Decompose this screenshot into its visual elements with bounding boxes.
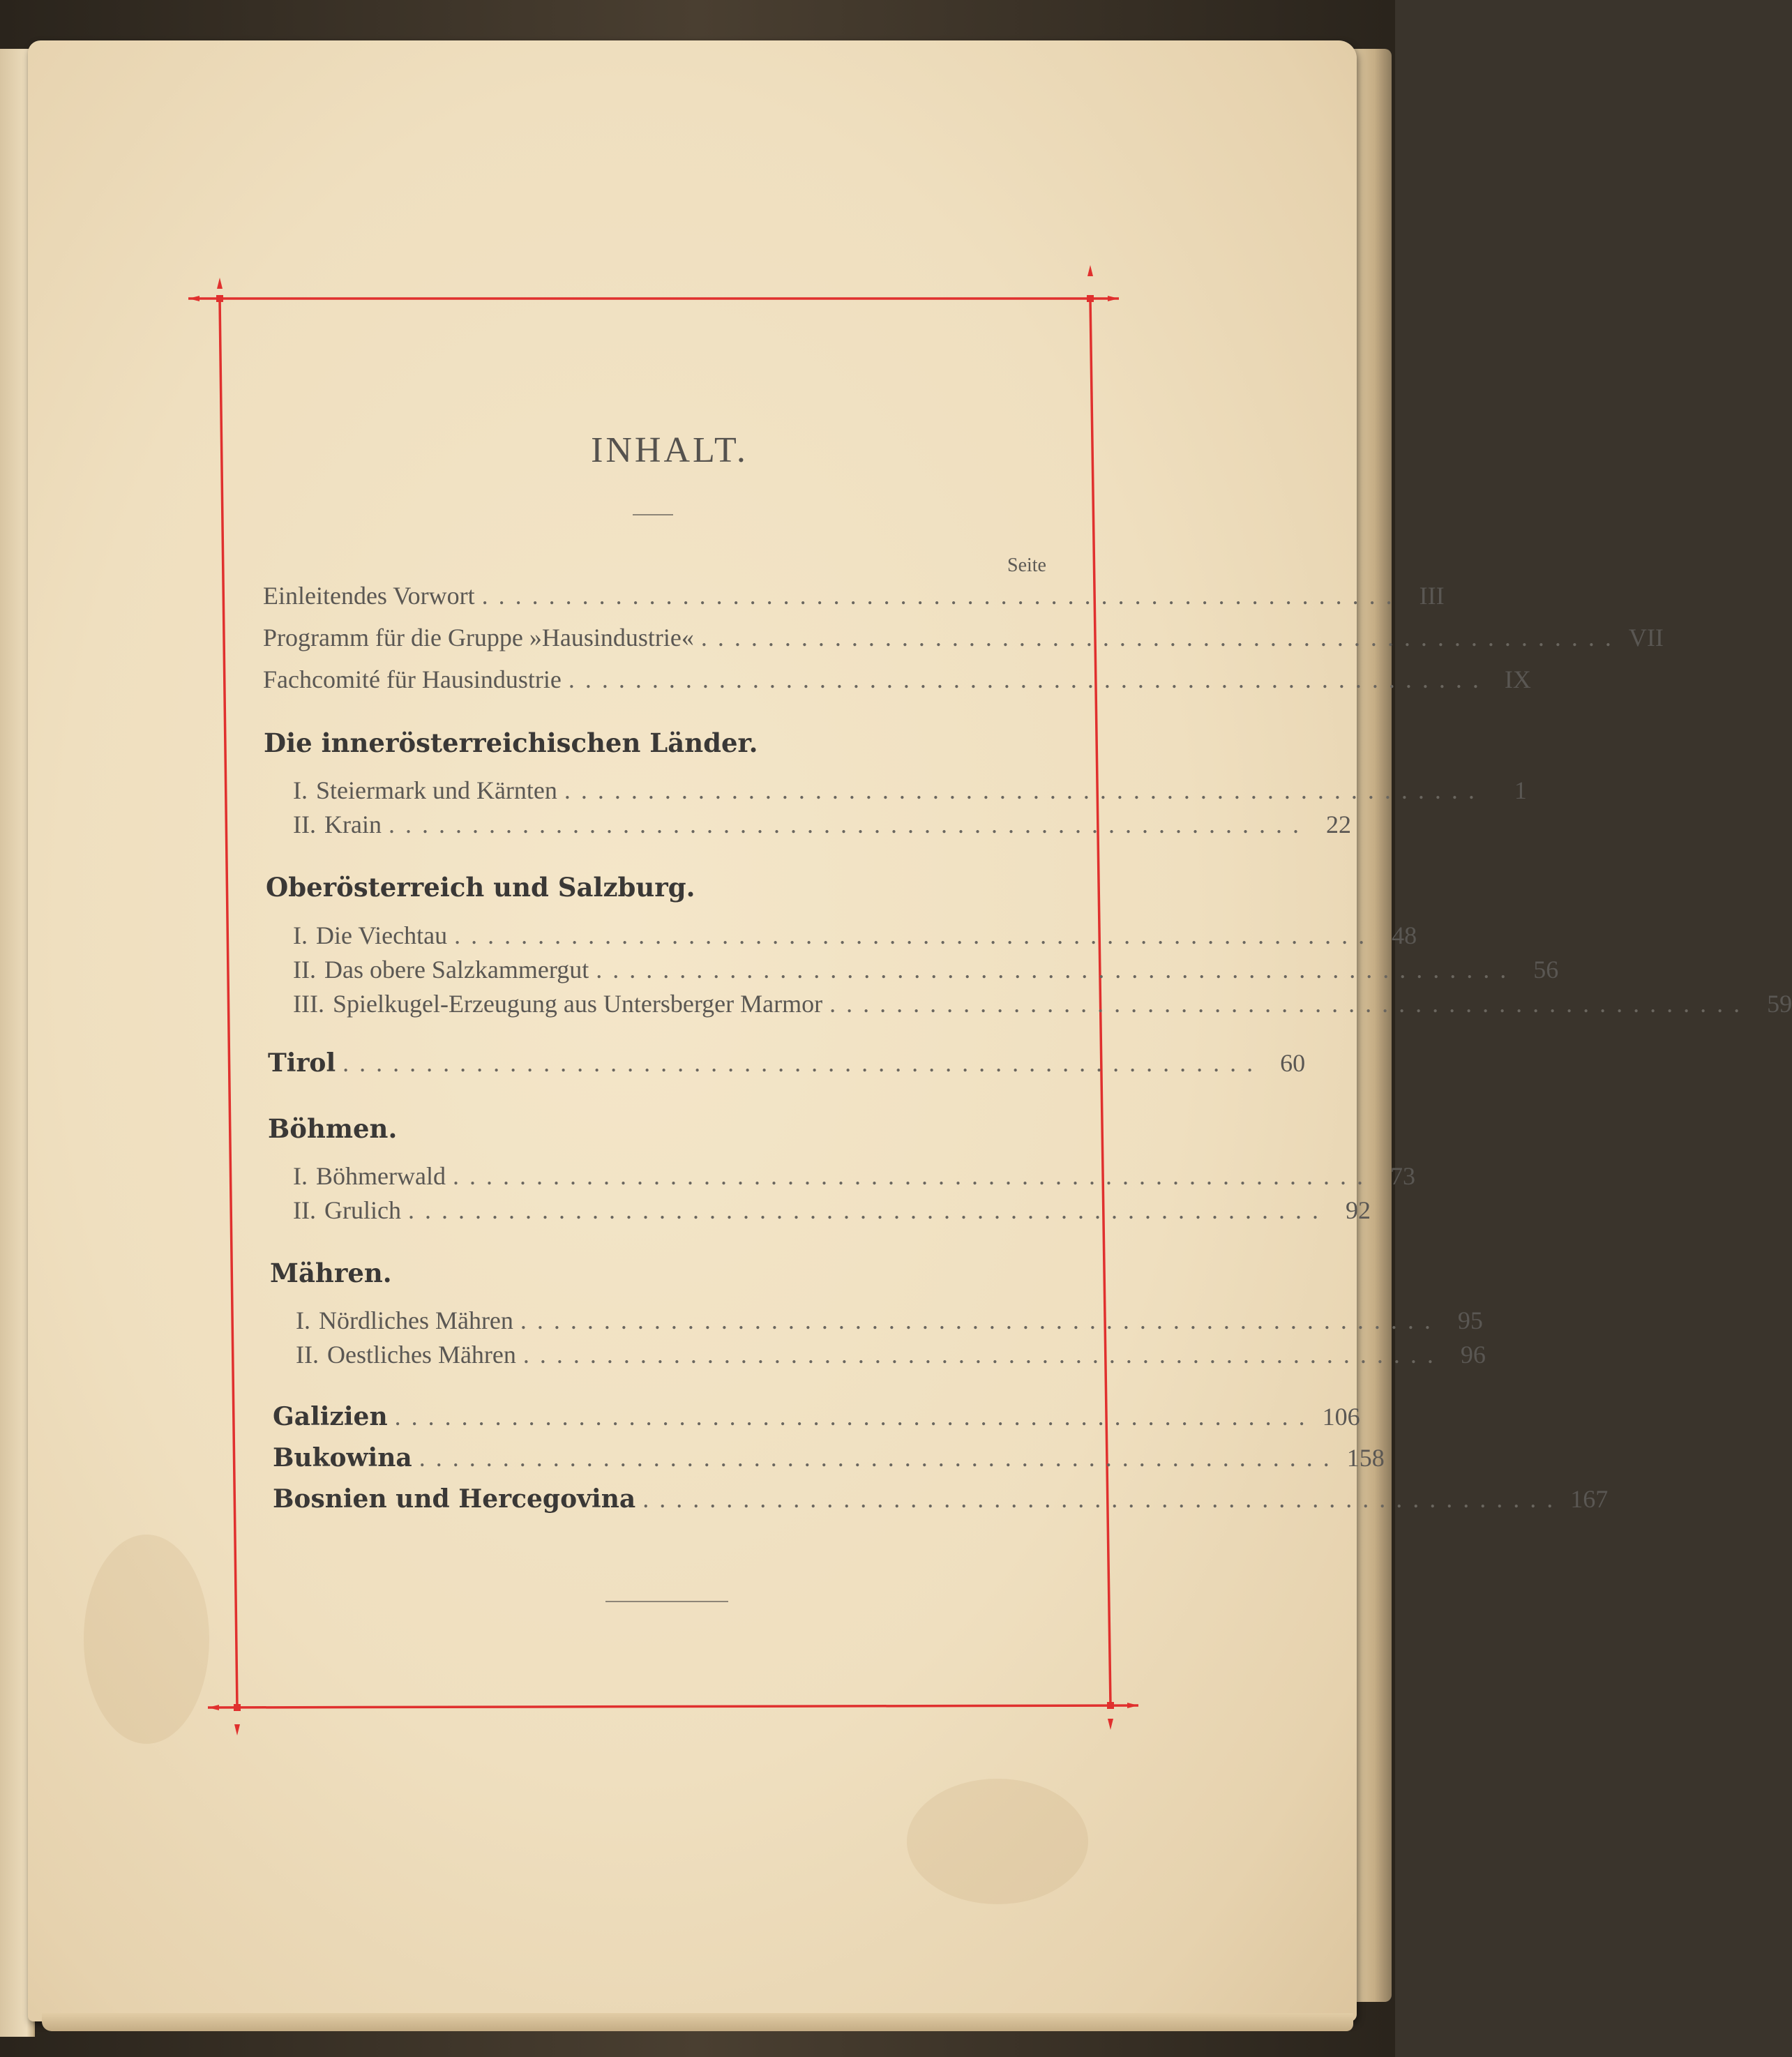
- leader-dots: .......................................................: [829, 990, 1751, 1018]
- entry-page: 106: [1322, 1403, 1360, 1431]
- entry-number: II.: [293, 811, 316, 838]
- toc-entry: [263, 581, 1445, 610]
- entry-page: 56: [1533, 956, 1559, 984]
- toc-entry: [263, 623, 1664, 652]
- entry-page: III: [1419, 582, 1445, 610]
- leader-dots: .......................................................: [564, 776, 1485, 804]
- leader-dots: .......................................................: [452, 1162, 1373, 1190]
- entry-page: 22: [1325, 811, 1351, 838]
- leader-dots: .......................................................: [522, 1341, 1444, 1369]
- toc-entry: [293, 989, 1792, 1018]
- title-divider: [633, 514, 673, 515]
- entry-label: Spielkugel-Erzeugung aus Untersberger Marmor: [332, 990, 823, 1018]
- entry-page: IX: [1504, 665, 1531, 693]
- entry-page: 48: [1392, 921, 1417, 949]
- page-column-header: Seite: [1007, 555, 1046, 576]
- section-heading: Mähren.: [270, 1258, 392, 1288]
- entry-number: II.: [296, 1341, 319, 1369]
- toc-entry: [296, 1340, 1486, 1369]
- leader-dots: .......................................................: [568, 665, 1489, 693]
- entry-label: Böhmerwald: [316, 1162, 446, 1190]
- toc-entry: [293, 1196, 1371, 1225]
- closing-rule: [605, 1601, 728, 1602]
- leader-dots: .......................................................: [642, 1485, 1564, 1513]
- leader-dots: .......................................................: [454, 921, 1376, 949]
- entry-label: Krain: [324, 811, 382, 838]
- entry-page: 73: [1390, 1162, 1415, 1190]
- entry-label: Bukowina: [273, 1443, 412, 1472]
- entry-label: Einleitendes Vorwort: [263, 582, 475, 610]
- entry-page: 158: [1346, 1444, 1385, 1472]
- entry-label: Oestliches Mähren: [326, 1341, 516, 1369]
- entry-label: Das obere Salzkammergut: [324, 956, 589, 984]
- entry-number: I.: [293, 776, 308, 804]
- entry-number: I.: [293, 921, 308, 949]
- toc-entry: [268, 1048, 1306, 1078]
- entry-number: III.: [293, 990, 324, 1018]
- entry-number: I.: [293, 1162, 308, 1190]
- toc-entry: [293, 1161, 1415, 1191]
- entry-label: Fachcomité für Hausindustrie: [263, 665, 562, 693]
- entry-page: 59: [1767, 990, 1792, 1018]
- entry-number: II.: [293, 956, 316, 984]
- entry-label: Tirol: [268, 1048, 336, 1078]
- entry-page: 60: [1280, 1049, 1306, 1077]
- toc-entry: [273, 1402, 1360, 1431]
- entry-page: 92: [1345, 1196, 1371, 1224]
- toc-entry: [293, 921, 1417, 950]
- toc-entry: [296, 1306, 1483, 1335]
- entry-label: Steiermark und Kärnten: [316, 776, 557, 804]
- section-heading: Die innerösterreichischen Länder.: [264, 728, 758, 758]
- entry-number: II.: [293, 1196, 316, 1224]
- leader-dots: .......................................................: [520, 1306, 1441, 1334]
- toc-entry: [273, 1484, 1609, 1514]
- entry-label: Grulich: [324, 1196, 401, 1224]
- toc-entry: [263, 665, 1531, 694]
- toc-entry: [293, 776, 1527, 805]
- entry-label: Galizien: [273, 1402, 388, 1431]
- page-title: INHALT.: [591, 430, 748, 470]
- section-heading: Oberösterreich und Salzburg.: [266, 872, 695, 903]
- leader-dots: .......................................................: [419, 1444, 1340, 1472]
- entry-label: Programm für die Gruppe »Hausindustrie«: [263, 624, 694, 651]
- toc-entry: [273, 1443, 1385, 1472]
- toc-entry: [293, 810, 1351, 839]
- entry-page: 1: [1514, 776, 1527, 804]
- entry-label: Bosnien und Hercegovina: [273, 1484, 636, 1514]
- entry-number: I.: [296, 1306, 310, 1334]
- entry-label: Die Viechtau: [316, 921, 448, 949]
- leader-dots: .......................................................: [388, 811, 1309, 838]
- leader-dots: .......................................................: [596, 956, 1517, 984]
- entry-page: 167: [1570, 1485, 1609, 1513]
- entry-page: 96: [1460, 1341, 1486, 1369]
- section-heading: Böhmen.: [268, 1113, 398, 1144]
- leader-dots: .......................................................: [481, 582, 1403, 610]
- leader-dots: .......................................................: [407, 1196, 1329, 1224]
- leader-dots: .......................................................: [342, 1049, 1264, 1077]
- entry-page: 95: [1457, 1306, 1483, 1334]
- entry-page: VII: [1628, 624, 1664, 651]
- entry-label: Nördliches Mähren: [319, 1306, 513, 1334]
- leader-dots: .......................................................: [394, 1403, 1316, 1431]
- leader-dots: .......................................................: [700, 624, 1622, 651]
- toc-entry: [293, 955, 1559, 984]
